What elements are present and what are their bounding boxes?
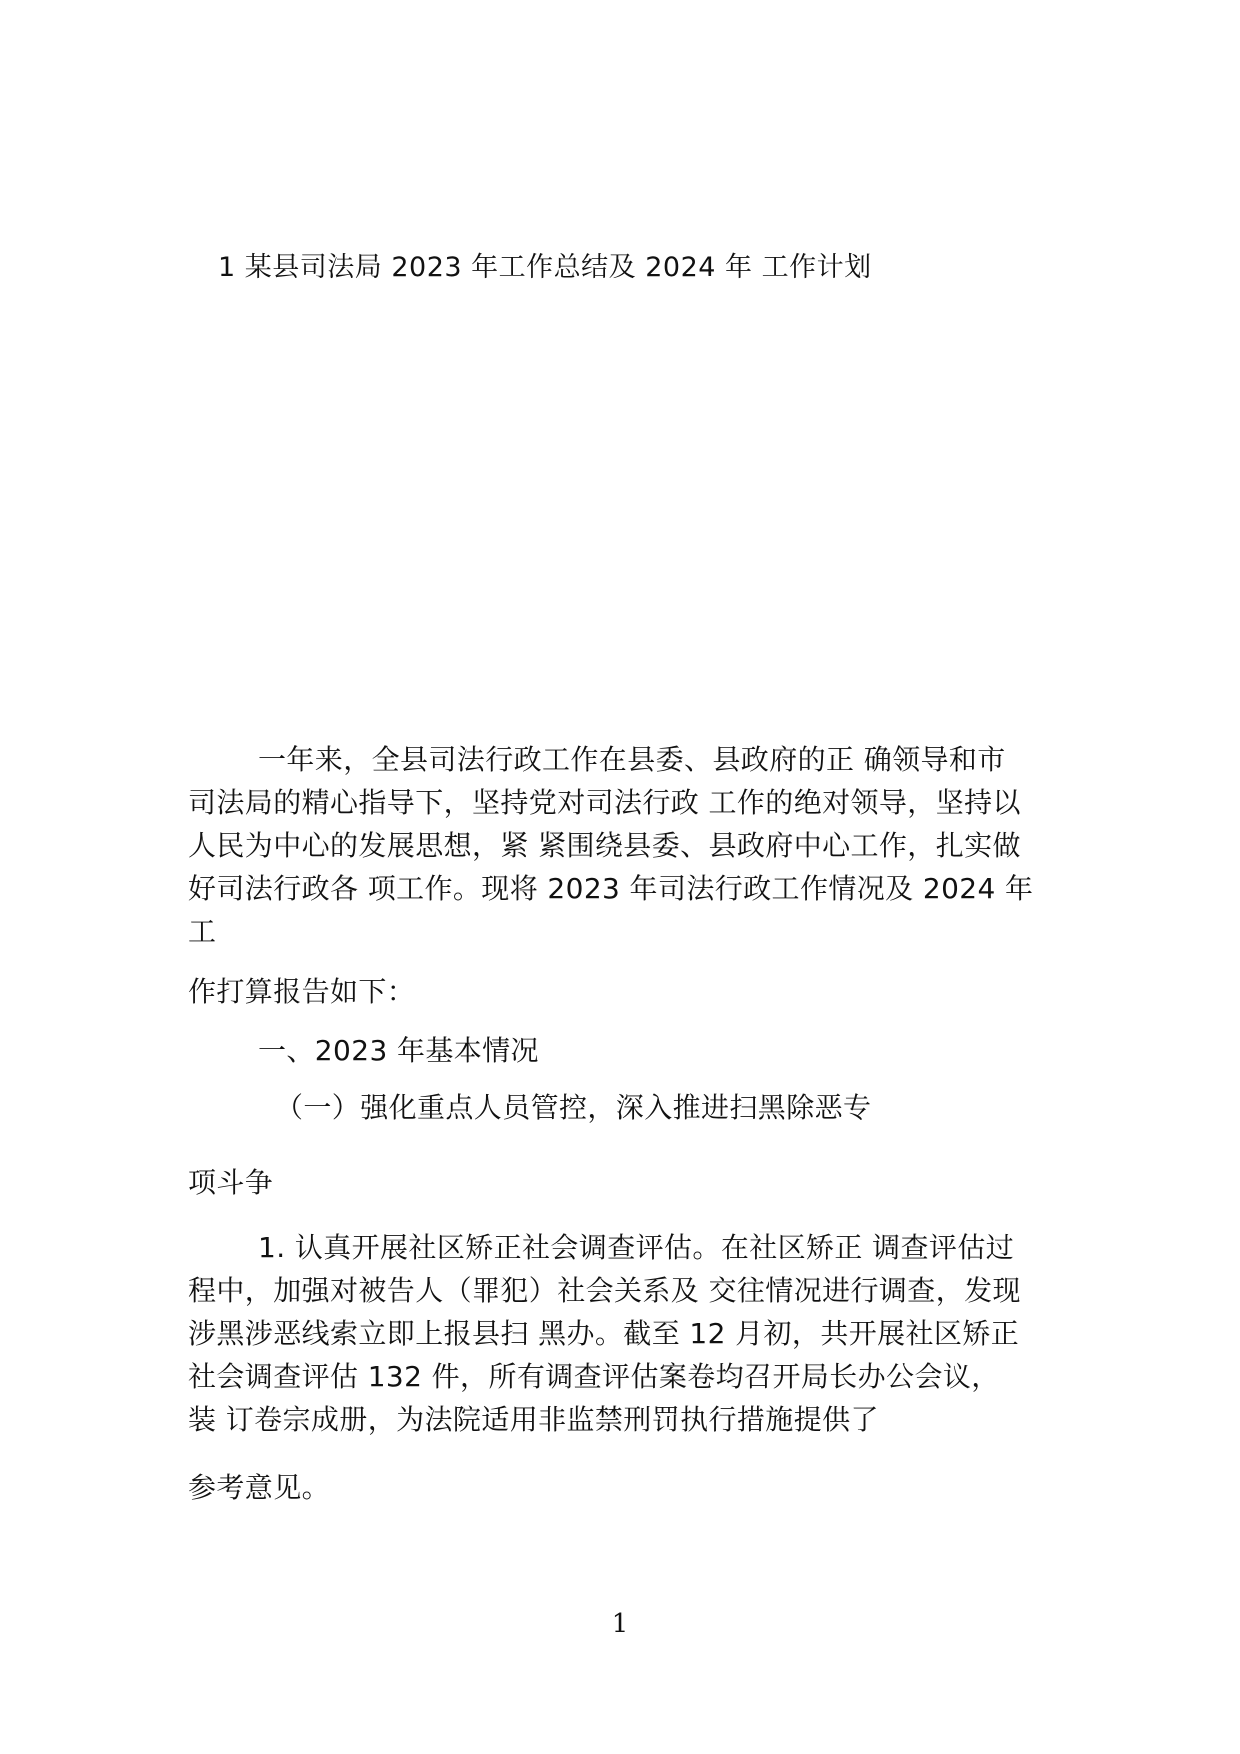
page-number: 1 <box>611 1609 629 1639</box>
paragraph-line-4: 好司法行政各 项工作。现将 2023 年司法行政工作情况及 2024 年 <box>188 872 1034 905</box>
paragraph-line-1: 一年来，全县司法行政工作在县委、县政府的正 确领导和市 <box>258 743 1006 776</box>
paragraph-line-5: 工 <box>188 915 217 948</box>
section-heading: 一、2023 年基本情况 <box>258 1034 539 1067</box>
item-line-3: 涉黑涉恶线索立即上报县扫 黑办。截至 12 月初，共开展社区矫正 <box>188 1317 1020 1350</box>
item-line-4: 社会调查评估 132 件，所有调查评估案卷均召开局长办公会议， <box>188 1360 1000 1393</box>
document-title: 1 某县司法局 2023 年工作总结及 2024 年 工作计划 <box>218 252 872 283</box>
paragraph-line-6: 作打算报告如下： <box>188 975 416 1008</box>
item-line-6: 参考意见。 <box>188 1471 331 1504</box>
subsection-heading: （一）强化重点人员管控，深入推进扫黑除恶专 <box>275 1091 872 1124</box>
item-line-2: 程中，加强对被告人（罪犯）社会关系及 交往情况进行调查，发现 <box>188 1274 1021 1307</box>
paragraph-line-3: 人民为中心的发展思想，紧 紧围绕县委、县政府中心工作，扎实做 <box>188 829 1021 862</box>
paragraph-line-2: 司法局的精心指导下，坚持党对司法行政 工作的绝对领导，坚持以 <box>188 786 1021 819</box>
subsection-heading-continued: 项斗争 <box>188 1166 274 1199</box>
item-line-5: 装 订卷宗成册，为法院适用非监禁刑罚执行措施提供了 <box>188 1403 879 1436</box>
item-line-1: 1. 认真开展社区矫正社会调查评估。在社区矫正 调查评估过 <box>258 1231 1015 1264</box>
